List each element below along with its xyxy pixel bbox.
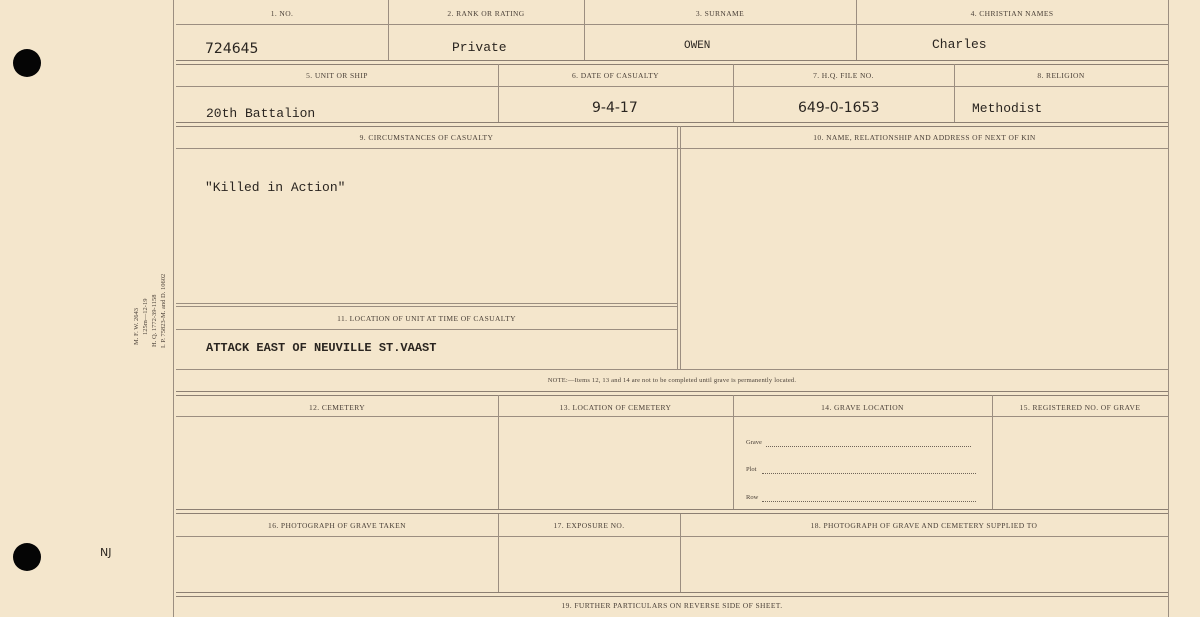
value-circumstances: "Killed in Action" [205, 180, 346, 195]
header-rank: 2. RANK OR RATING [447, 9, 525, 18]
header-grave-location: 14. GRAVE LOCATION [821, 403, 904, 412]
row-separator [176, 592, 1168, 597]
row-separator [176, 509, 1168, 514]
divider [680, 126, 681, 369]
value-date: 9-4-17 [592, 100, 638, 116]
header-surname: 3. SURNAME [695, 9, 745, 18]
form-left-border [173, 0, 174, 617]
header-location-unit: 11. LOCATION OF UNIT AT TIME OF CASUALTY [337, 314, 516, 323]
value-rank: Private [452, 40, 507, 55]
punch-hole-bottom [13, 543, 41, 571]
value-religion: Methodist [972, 101, 1043, 116]
header-further: 19. FURTHER PARTICULARS ON REVERSE SIDE OF SHEET. [561, 601, 783, 610]
value-location-unit: ATTACK EAST OF NEUVILLE ST.VAAST [206, 341, 437, 355]
header-next-of-kin: 10. NAME, RELATIONSHIP AND ADDRESS OF NEXT OF KIN [813, 133, 1036, 142]
grave-line [766, 446, 971, 447]
header-exposure: 17. EXPOSURE NO. [553, 521, 625, 530]
header-no: 1. NO. [270, 9, 294, 18]
value-file-no: 649-0-1653 [798, 100, 880, 116]
header-location-cemetery: 13. LOCATION OF CEMETERY [559, 403, 672, 412]
row5-header-divider [176, 536, 1168, 537]
note-top-line [176, 369, 1168, 370]
header-religion: 8. RELIGION [1037, 71, 1085, 80]
section-divider [176, 306, 677, 307]
margin-initials: NJ [100, 546, 112, 559]
side-print-line: 125m—12-19 [142, 298, 149, 335]
row2-header-divider [176, 86, 1168, 87]
plot-line [762, 473, 976, 474]
punch-hole-top [13, 49, 41, 77]
section-divider [176, 303, 677, 304]
divider [498, 395, 499, 509]
header-registered-no: 15. REGISTERED NO. OF GRAVE [1019, 403, 1141, 412]
header-unit: 5. UNIT OR SHIP [306, 71, 368, 80]
side-print-line: I. P. 75823-M. and D. 10602 [160, 273, 167, 348]
value-unit: 20th Battalion [206, 106, 316, 121]
row-line [762, 501, 976, 502]
plot-label: Plot [746, 466, 757, 473]
side-print-line: M. F. W. 2643 [133, 307, 140, 345]
row1-header-divider [176, 24, 1168, 25]
divider [992, 395, 993, 509]
header-circumstances: 9. CIRCUMSTANCES OF CASUALTY [359, 133, 494, 142]
row-separator [176, 60, 1168, 65]
row-separator [176, 122, 1168, 127]
header-christian-names: 4. CHRISTIAN NAMES [970, 9, 1054, 18]
row11-header-divider [176, 329, 677, 330]
header-date: 6. DATE OF CASUALTY [572, 71, 659, 80]
row3-header-divider [176, 148, 1168, 149]
value-christian-names: Charles [932, 37, 987, 52]
header-cemetery: 12. CEMETERY [308, 403, 366, 412]
row-separator [176, 391, 1168, 396]
value-no: 724645 [205, 41, 259, 57]
header-photo-supplied: 18. PHOTOGRAPH OF GRAVE AND CEMETERY SUPPLIED TO [810, 521, 1038, 530]
header-file-no: 7. H.Q. FILE NO. [813, 71, 874, 80]
side-print-line: H. Q. 1772-39-1158 [151, 294, 158, 347]
divider [677, 126, 678, 369]
header-photo-taken: 16. PHOTOGRAPH OF GRAVE TAKEN [268, 521, 406, 530]
grave-label: Grave [746, 439, 762, 446]
row-label: Row [746, 494, 759, 501]
form-right-border [1168, 0, 1169, 617]
value-surname: OWEN [684, 40, 711, 52]
row4-header-divider [176, 416, 1168, 417]
note-text: NOTE:—Items 12, 13 and 14 are not to be completed until grave is permanently located. [547, 377, 797, 384]
divider [733, 395, 734, 509]
